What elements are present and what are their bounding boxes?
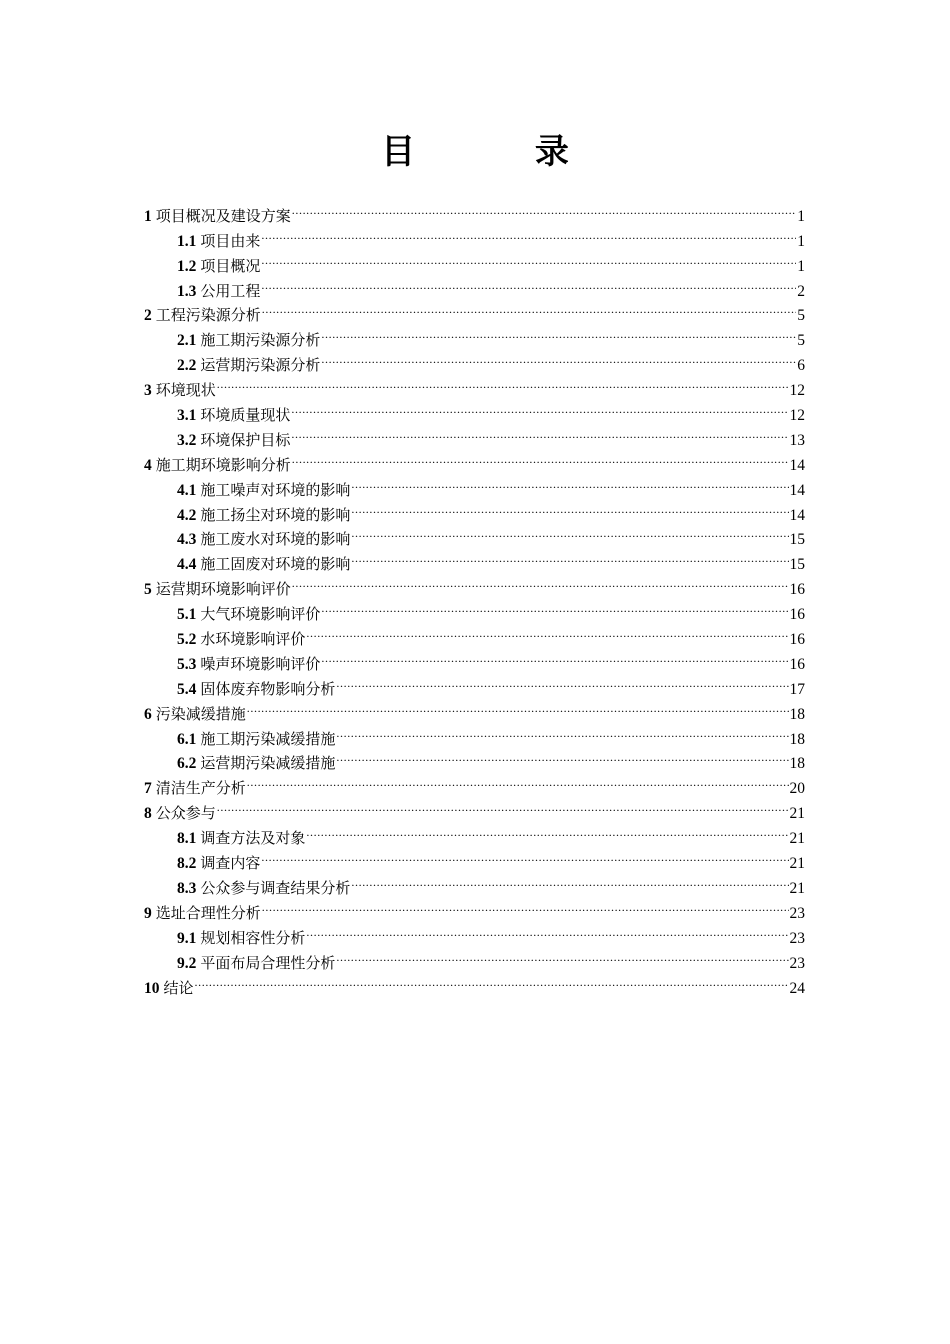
toc-entry-page-number: 21	[789, 855, 805, 873]
toc-entry-label: 环境质量现状	[200, 406, 291, 425]
toc-dot-leader	[351, 470, 788, 495]
toc-dot-leader	[261, 843, 788, 868]
toc-entry-number: 5.1	[177, 606, 197, 624]
toc-entry-number: 5.2	[177, 631, 197, 649]
toc-entry-page-number: 14	[789, 506, 805, 524]
toc-entry-page-number: 23	[789, 954, 805, 972]
toc-entry-page-number: 5	[797, 332, 805, 350]
table-of-contents	[144, 196, 805, 997]
toc-entry-page-number: 14	[789, 456, 805, 474]
toc-entry-label: 公众参与	[155, 804, 216, 823]
toc-entry-number: 9	[144, 904, 152, 922]
toc-entry-page-number: 16	[789, 581, 805, 599]
toc-dot-leader	[195, 968, 789, 993]
toc-entry-number: 8.3	[177, 879, 197, 897]
toc-entry-number: 2	[144, 307, 152, 325]
toc-entry-label: 结论	[163, 978, 194, 997]
toc-entry-label: 环境现状	[155, 381, 216, 400]
toc-entry-page-number: 17	[789, 680, 805, 698]
toc-entry-page-number: 20	[789, 780, 805, 798]
toc-entry-page-number: 21	[789, 805, 805, 823]
toc-entry-label: 公众参与调查结果分析	[200, 878, 351, 897]
toc-entry-number: 8	[144, 805, 152, 823]
toc-entry-label: 施工扬尘对环境的影响	[200, 505, 351, 524]
toc-title: 目 录	[381, 132, 623, 172]
toc-entry-page-number: 16	[789, 606, 805, 624]
toc-entry-page-number: 16	[789, 655, 805, 673]
toc-entry-label: 运营期污染源分析	[200, 356, 321, 375]
toc-entry-label: 规划相容性分析	[200, 928, 306, 947]
toc-dot-leader	[336, 744, 788, 769]
toc-dot-leader	[336, 669, 788, 694]
toc-entry[interactable]	[144, 395, 805, 425]
toc-entry-page-number: 13	[789, 431, 805, 449]
toc-entry-label: 项目概况及建设方案	[155, 206, 291, 225]
toc-entry-label: 平面布局合理性分析	[200, 953, 336, 972]
toc-entry-number: 4.3	[177, 531, 197, 549]
toc-entry-page-number: 18	[789, 755, 805, 773]
toc-dot-leader	[261, 246, 796, 271]
toc-dot-leader	[262, 893, 789, 918]
toc-dot-leader	[217, 370, 789, 395]
toc-entry-label: 环境保护目标	[200, 430, 291, 449]
toc-entry-label: 调查方法及对象	[200, 829, 306, 848]
toc-entry-page-number: 18	[789, 705, 805, 723]
toc-entry-label: 项目由来	[200, 231, 261, 250]
toc-entry-number: 3.2	[177, 431, 197, 449]
toc-entry-page-number: 12	[789, 382, 805, 400]
toc-entry-label: 施工固废对环境的影响	[200, 555, 351, 574]
toc-dot-leader	[351, 520, 788, 545]
toc-dot-leader	[261, 221, 796, 246]
toc-entry-number: 6.1	[177, 730, 197, 748]
toc-entry-label: 大气环境影响评价	[200, 605, 321, 624]
toc-entry-number: 7	[144, 780, 152, 798]
toc-dot-leader	[321, 644, 788, 669]
toc-dot-leader	[321, 594, 788, 619]
toc-entry-page-number: 16	[789, 631, 805, 649]
toc-entry-number: 9.2	[177, 954, 197, 972]
toc-entry-page-number: 21	[789, 879, 805, 897]
toc-entry-number: 9.1	[177, 929, 197, 947]
toc-dot-leader	[292, 569, 789, 594]
toc-entry[interactable]	[144, 196, 805, 225]
toc-entry-number: 10	[144, 979, 160, 997]
toc-entry-number: 2.2	[177, 357, 197, 375]
toc-entry-number: 1	[144, 207, 152, 225]
toc-entry-label: 水环境影响评价	[200, 630, 306, 649]
toc-entry-number: 5	[144, 581, 152, 599]
toc-entry-label: 选址合理性分析	[155, 903, 261, 922]
toc-entry-page-number: 6	[797, 357, 805, 375]
toc-dot-leader	[306, 818, 788, 843]
toc-entry-page-number: 15	[789, 556, 805, 574]
toc-entry[interactable]	[144, 793, 805, 823]
toc-entry-page-number: 23	[789, 929, 805, 947]
toc-entry-number: 4.1	[177, 481, 197, 499]
toc-entry[interactable]	[144, 370, 805, 400]
toc-entry-label: 施工噪声对环境的影响	[200, 480, 351, 499]
toc-dot-leader	[321, 320, 796, 345]
toc-entry-number: 1.1	[177, 232, 197, 250]
toc-entry-page-number: 1	[797, 257, 805, 275]
toc-entry-label: 固体废弃物影响分析	[200, 679, 336, 698]
toc-entry-number: 3	[144, 382, 152, 400]
toc-entry-page-number: 1	[797, 207, 805, 225]
toc-dot-leader	[292, 196, 796, 221]
toc-dot-leader	[351, 544, 788, 569]
toc-entry-number: 1.3	[177, 282, 197, 300]
toc-entry-page-number: 21	[789, 830, 805, 848]
toc-entry-number: 6	[144, 705, 152, 723]
toc-entry-page-number: 5	[797, 307, 805, 325]
toc-entry-number: 3.1	[177, 407, 197, 425]
toc-entry-number: 1.2	[177, 257, 197, 275]
toc-dot-leader	[247, 768, 789, 793]
toc-entry-number: 2.1	[177, 332, 197, 350]
toc-entry-page-number: 12	[789, 407, 805, 425]
toc-entry-label: 施工期污染减缓措施	[200, 729, 336, 748]
toc-entry-page-number: 15	[789, 531, 805, 549]
toc-entry-label: 公用工程	[200, 281, 261, 300]
toc-entry-number: 4	[144, 456, 152, 474]
toc-entry-page-number: 14	[789, 481, 805, 499]
toc-dot-leader	[291, 395, 788, 420]
toc-dot-leader	[336, 719, 788, 744]
toc-entry-page-number: 23	[789, 904, 805, 922]
toc-entry-label: 项目概况	[200, 256, 261, 275]
toc-dot-leader	[336, 943, 788, 968]
toc-entry-number: 4.2	[177, 506, 197, 524]
toc-entry[interactable]	[144, 818, 805, 848]
toc-entry-number: 4.4	[177, 556, 197, 574]
toc-entry-label: 清洁生产分析	[155, 779, 246, 798]
toc-entry-number: 8.1	[177, 830, 197, 848]
toc-dot-leader	[261, 271, 796, 296]
toc-entry-page-number: 1	[797, 232, 805, 250]
toc-entry[interactable]	[144, 968, 805, 997]
toc-dot-leader	[351, 868, 788, 893]
toc-dot-leader	[291, 420, 788, 445]
toc-entry-label: 运营期污染减缓措施	[200, 754, 336, 773]
toc-entry-label: 噪声环境影响评价	[200, 654, 321, 673]
toc-entry-page-number: 18	[789, 730, 805, 748]
toc-entry-label: 施工期污染源分析	[200, 331, 321, 350]
toc-dot-leader	[292, 445, 789, 470]
toc-dot-leader	[306, 918, 788, 943]
toc-dot-leader	[351, 495, 788, 520]
toc-entry-label: 污染减缓措施	[155, 704, 246, 723]
toc-entry-label: 施工期环境影响分析	[155, 455, 291, 474]
toc-dot-leader	[247, 694, 789, 719]
toc-entry-number: 5.4	[177, 680, 197, 698]
toc-entry-label: 工程污染源分析	[155, 306, 261, 325]
toc-entry-label: 施工废水对环境的影响	[200, 530, 351, 549]
toc-dot-leader	[217, 793, 789, 818]
toc-dot-leader	[321, 345, 796, 370]
toc-entry-page-number: 2	[797, 282, 805, 300]
toc-entry-number: 6.2	[177, 755, 197, 773]
toc-entry-label: 调查内容	[200, 854, 261, 873]
toc-entry-number: 5.3	[177, 655, 197, 673]
toc-dot-leader	[306, 619, 788, 644]
toc-entry-number: 8.2	[177, 855, 197, 873]
toc-entry-label: 运营期环境影响评价	[155, 580, 291, 599]
toc-dot-leader	[262, 296, 796, 321]
toc-entry-page-number: 24	[789, 979, 805, 997]
